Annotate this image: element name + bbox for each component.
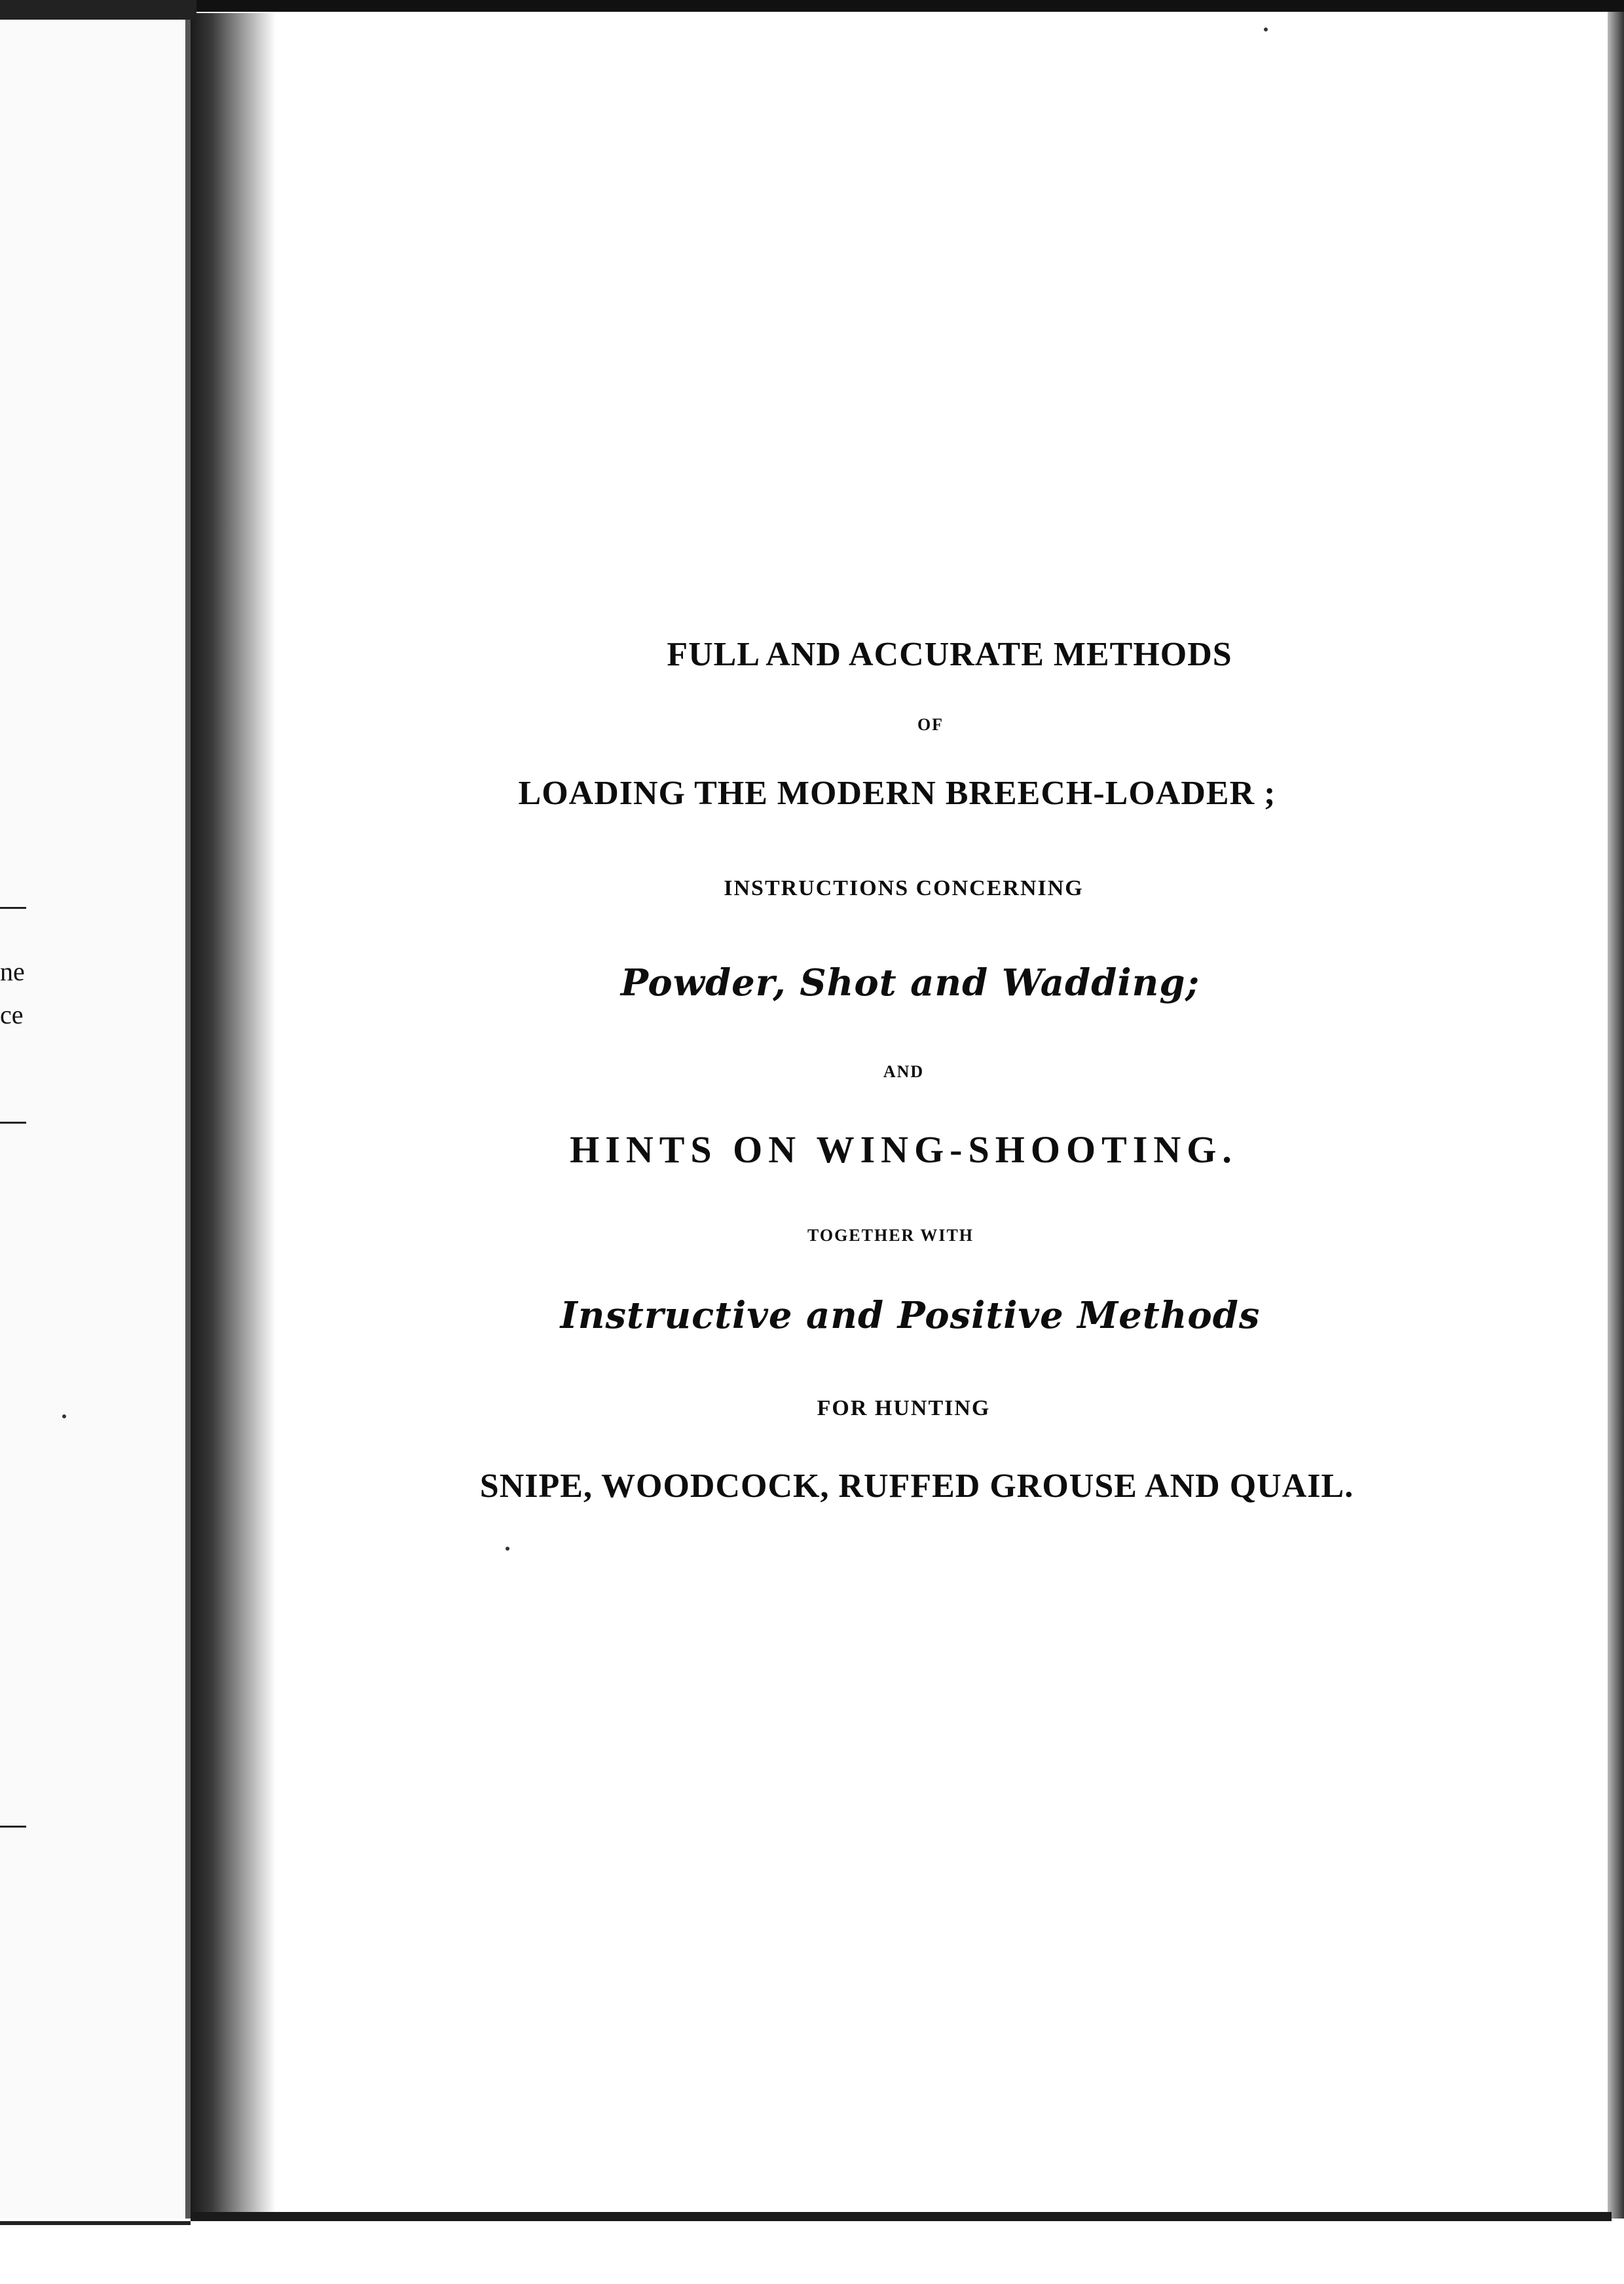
title-page (276, 12, 1612, 2219)
page-edge (1608, 12, 1624, 2225)
title-line-of: OF (917, 715, 944, 734)
scan-border-bottom (191, 2212, 1612, 2221)
scan-border-bottom-left (0, 2221, 191, 2225)
facing-page-text-fragment: ne (0, 957, 25, 986)
title-line-and: AND (883, 1062, 925, 1081)
scan-border-top-left (0, 0, 196, 20)
facing-page-rule (0, 1122, 26, 1124)
scan-margin-bottom (0, 2219, 1624, 2284)
scan-speck (62, 1414, 66, 1418)
scan-speck (506, 1547, 509, 1551)
title-line-loading-breech-loader: LOADING THE MODERN BREECH-LOADER ; (518, 775, 1276, 812)
facing-page-edge (185, 0, 191, 2226)
facing-page-rule (0, 1826, 26, 1828)
title-line-snipe-woodcock-grouse-quail: SNIPE, WOODCOCK, RUFFED GROUSE AND QUAIL. (479, 1467, 1354, 1505)
title-line-instructions-concerning: INSTRUCTIONS CONCERNING (724, 876, 1084, 900)
title-line-full-and-accurate-methods: FULL AND ACCURATE METHODS (667, 636, 1232, 673)
facing-page-text-fragment: ce (0, 1000, 24, 1029)
title-line-together-with: TOGETHER WITH (807, 1226, 974, 1245)
facing-page (0, 0, 187, 2284)
title-line-hints-on-wing-shooting: HINTS ON WING-SHOOTING. (570, 1128, 1238, 1171)
facing-page-rule (0, 907, 26, 909)
title-line-for-hunting: FOR HUNTING (817, 1396, 991, 1420)
scan-border-top (0, 0, 1624, 12)
title-line-instructive-positive-methods: Instructive and Positive Methods (560, 1294, 1261, 1337)
book-gutter-shadow (191, 13, 276, 2213)
scan-speck (1264, 28, 1268, 31)
title-line-powder-shot-wadding: Powder, Shot and Wadding; (620, 961, 1200, 1004)
